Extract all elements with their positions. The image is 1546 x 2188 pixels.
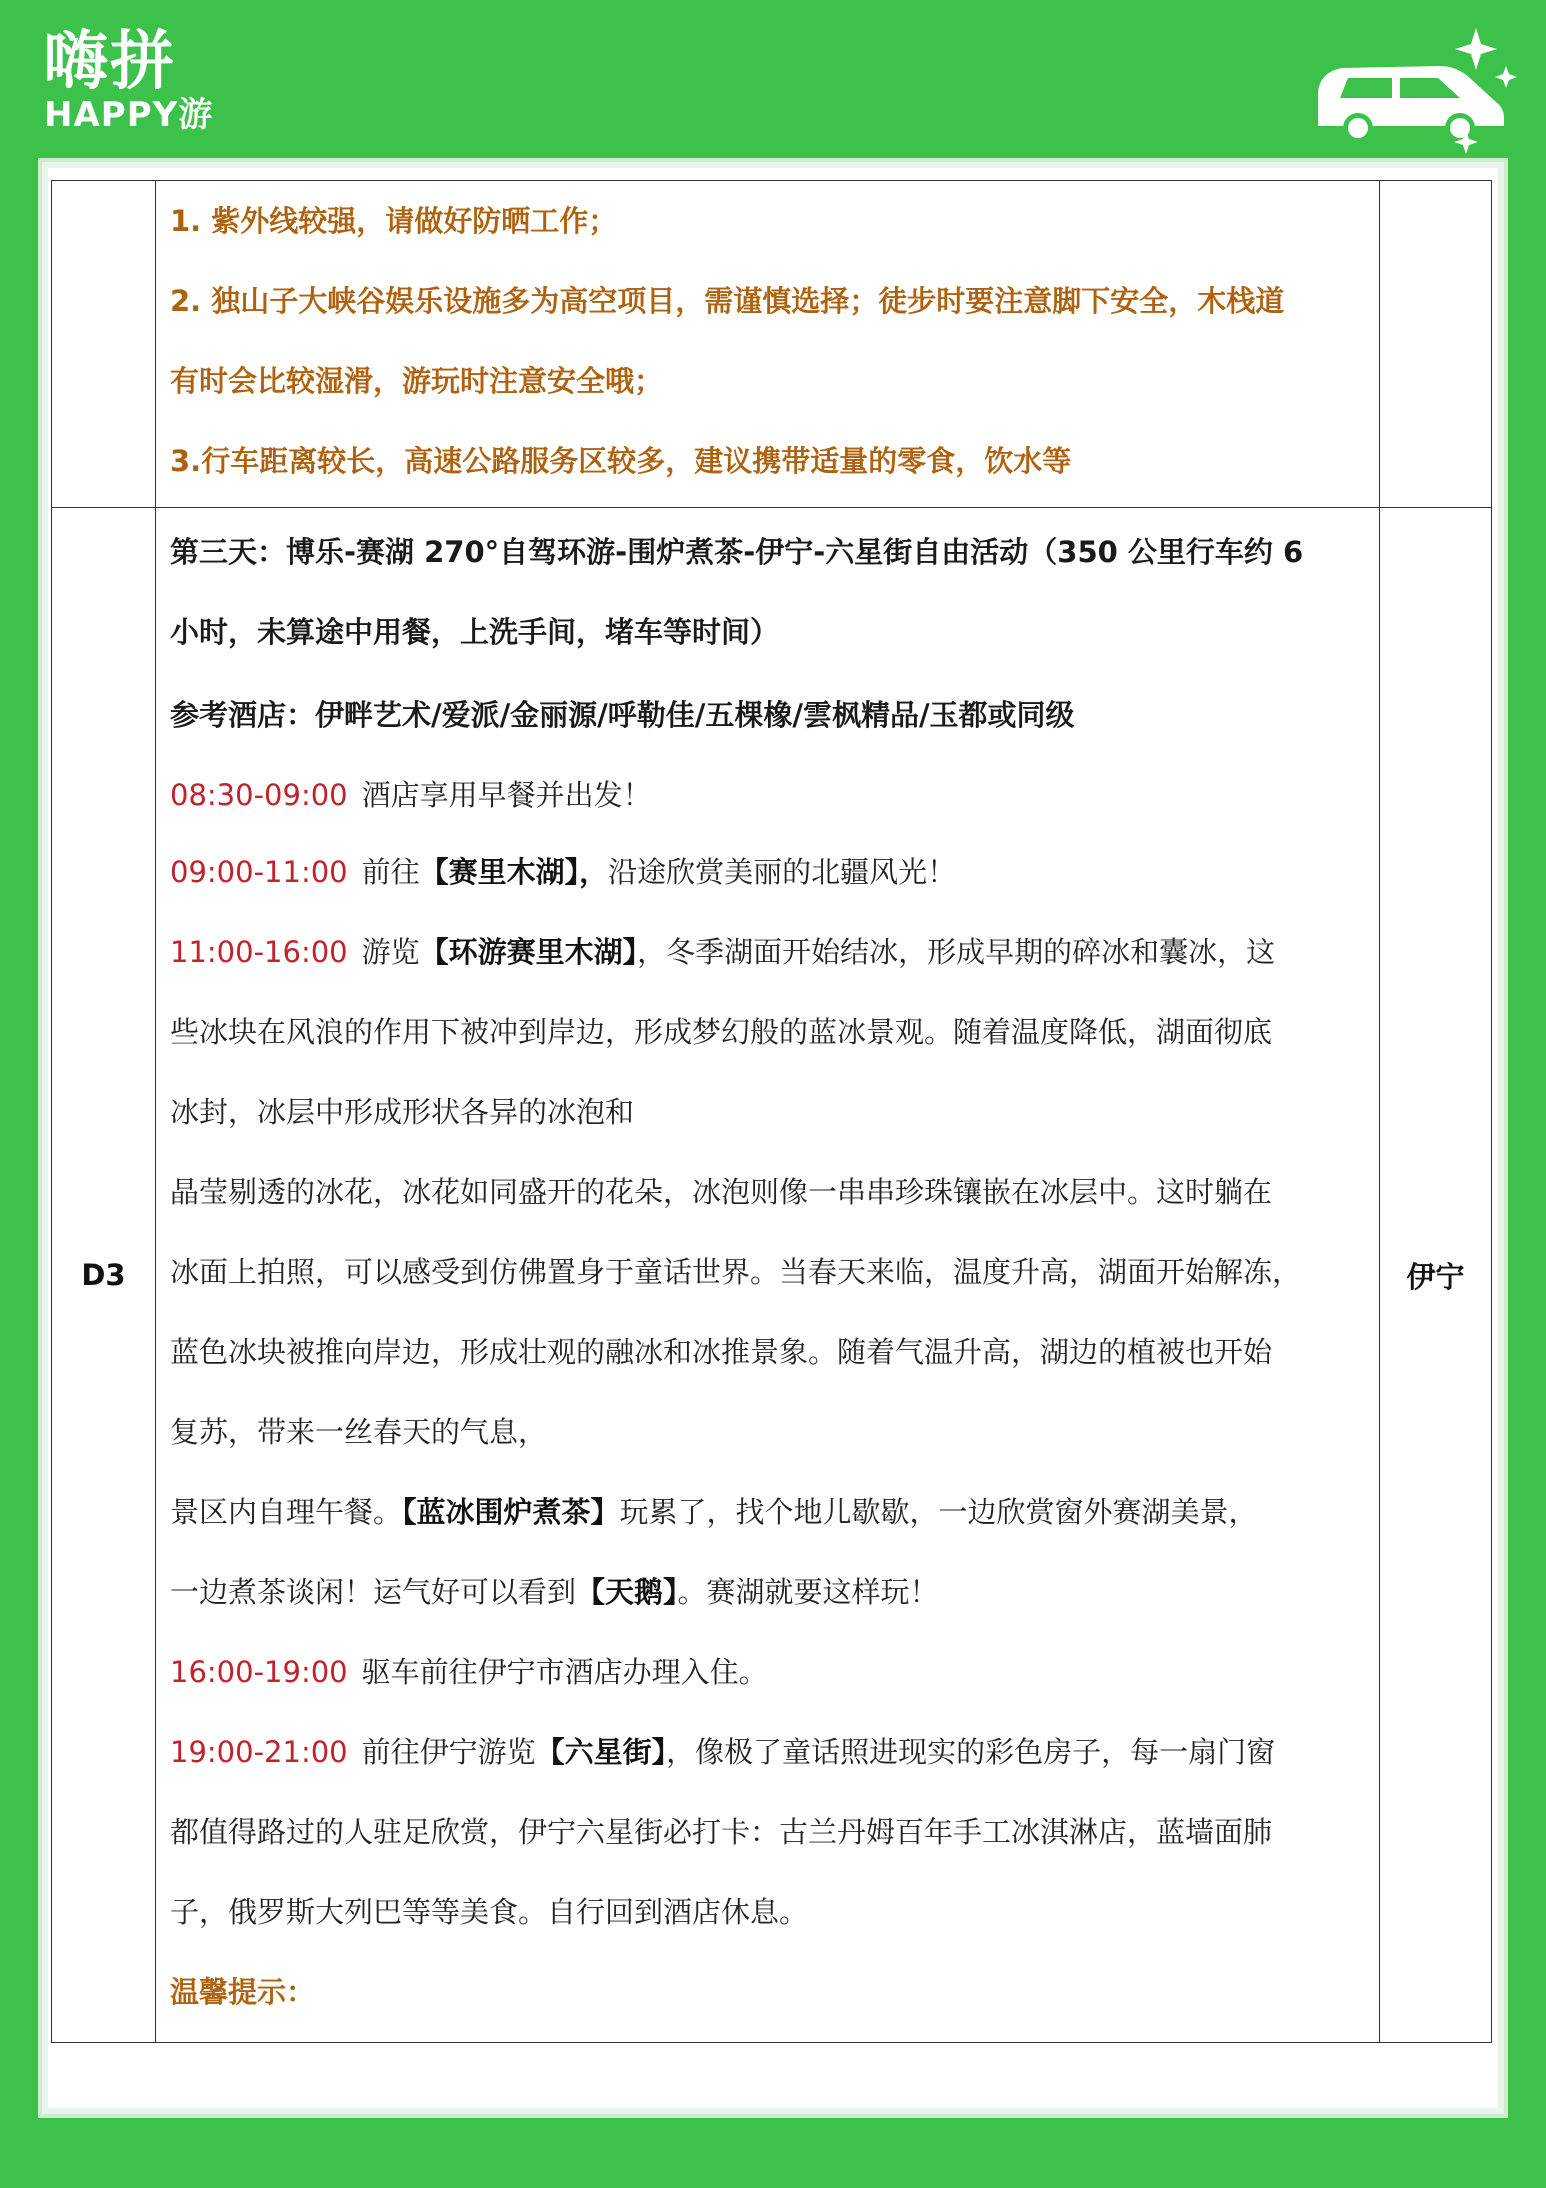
schedule-text: 驱车前往伊宁市酒店办理入住。 bbox=[361, 1655, 768, 1689]
schedule-text: 酒店享用早餐并出发！ bbox=[361, 778, 652, 812]
brand-tagline: HAPPY游 bbox=[44, 95, 214, 135]
day-row-d3 bbox=[52, 508, 1492, 2043]
tips-label: 温馨提示： bbox=[170, 1975, 316, 2009]
attraction-name: 【赛里木湖】， bbox=[419, 855, 609, 889]
brand-name: 嗨拼 bbox=[44, 25, 176, 99]
schedule-text: ，像极了童话照进现实的彩色房子，每一扇门窗 bbox=[666, 1735, 1276, 1769]
schedule-text-cont: 冰面上拍照，可以感受到仿佛置身于童话世界。当春天来临，温度升高，湖面开始解冻， bbox=[170, 1255, 1302, 1289]
brand-logo bbox=[44, 26, 213, 134]
tip-line: 有时会比较湿滑，游玩时注意安全哦； bbox=[170, 364, 664, 398]
schedule-text-cont: 都值得路过的人驻足欣赏，伊宁六星街必打卡：古兰丹姆百年手工冰淇淋店，蓝墙面肺 bbox=[170, 1815, 1273, 1849]
activity-name: 【蓝冰围炉煮茶】 bbox=[402, 1495, 620, 1529]
schedule-time: 16:00-19:00 bbox=[170, 1655, 348, 1689]
attraction-name: 【六星街】 bbox=[535, 1735, 667, 1769]
schedule-item bbox=[170, 1632, 1367, 1712]
document-page bbox=[48, 168, 1498, 2108]
schedule-text-cont: 复苏，带来一丝春天的气息， bbox=[170, 1415, 548, 1449]
schedule-text-cont: 子，俄罗斯大列巴等等美食。自行回到酒店休息。 bbox=[170, 1895, 809, 1929]
lunch-text: 。赛湖就要这样玩！ bbox=[677, 1575, 939, 1609]
tip-line: 2. 独山子大峡谷娱乐设施多为高空项目，需谨慎选择；徒步时要注意脚下安全，木栈道 bbox=[170, 284, 1285, 318]
schedule-text: 前往 bbox=[361, 855, 420, 889]
schedule-item bbox=[170, 758, 1367, 832]
day-title: 第三天：博乐-赛湖 270°自驾环游-围炉煮茶-伊宁-六星街自由活动（350 公里行车约 6 bbox=[170, 535, 1304, 569]
schedule-text: 前往伊宁游览 bbox=[361, 1735, 536, 1769]
lunch-line-cont bbox=[170, 1552, 1367, 1632]
hotel-line: 参考酒店：伊畔艺术/爱派/金丽源/呼勒佳/五棵橡/雲枫精品/玉都或同级 bbox=[170, 698, 1075, 732]
day-cell-empty bbox=[52, 181, 156, 508]
city-label: 伊宁 bbox=[1380, 508, 1492, 2043]
schedule-time: 09:00-11:00 bbox=[170, 855, 348, 889]
schedule-text-cont: 些冰块在风浪的作用下被冲到岸边，形成梦幻般的蓝冰景观。随着温度降低，湖面彻底 bbox=[170, 1015, 1273, 1049]
tips-content-cell bbox=[156, 181, 1380, 508]
schedule-text-cont: 蓝色冰块被推向岸边，形成壮观的融冰和冰推景象。随着气温升高，湖边的植被也开始 bbox=[170, 1335, 1273, 1369]
schedule-time: 19:00-21:00 bbox=[170, 1735, 348, 1769]
attraction-name: 【环游赛里木湖】 bbox=[419, 935, 638, 969]
day-label: D3 bbox=[52, 508, 156, 2043]
schedule-item bbox=[170, 1712, 1367, 1792]
tips-row bbox=[52, 181, 1492, 508]
day-title-cont: 小时，未算途中用餐，上洗手间，堵车等时间） bbox=[170, 615, 780, 649]
highlight-name: 【天鹅】 bbox=[576, 1575, 678, 1609]
schedule-item bbox=[170, 912, 1367, 992]
schedule-item bbox=[170, 832, 1367, 912]
lunch-text: 一边煮茶谈闲！运气好可以看到 bbox=[170, 1575, 577, 1609]
lunch-text: 景区内自理午餐。 bbox=[170, 1495, 403, 1529]
tip-line: 3.行车距离较长，高速公路服务区较多，建议携带适量的零食，饮水等 bbox=[170, 444, 1072, 478]
schedule-text: 沿途欣赏美丽的北疆风光！ bbox=[608, 855, 957, 889]
schedule-time: 08:30-09:00 bbox=[170, 778, 348, 812]
schedule-text: 游览 bbox=[361, 935, 420, 969]
itinerary-table bbox=[51, 180, 1492, 2043]
tip-line: 1. 紫外线较强，请做好防晒工作； bbox=[170, 204, 618, 238]
lunch-text: 玩累了，找个地儿歇歇，一边欣赏窗外赛湖美景， bbox=[619, 1495, 1258, 1529]
lunch-line bbox=[170, 1472, 1367, 1552]
schedule-time: 11:00-16:00 bbox=[170, 935, 348, 969]
day-content-cell bbox=[156, 508, 1380, 2043]
schedule-text-cont: 晶莹剔透的冰花，冰花如同盛开的花朵，冰泡则像一串串珍珠镶嵌在冰层中。这时躺在 bbox=[170, 1175, 1273, 1209]
schedule-text: ，冬季湖面开始结冰，形成早期的碎冰和囊冰，这 bbox=[637, 935, 1276, 969]
schedule-text-cont: 冰封，冰层中形成形状各异的冰泡和 bbox=[170, 1095, 635, 1129]
car-sparkle-icon bbox=[1300, 22, 1520, 162]
city-cell-empty bbox=[1380, 181, 1492, 508]
